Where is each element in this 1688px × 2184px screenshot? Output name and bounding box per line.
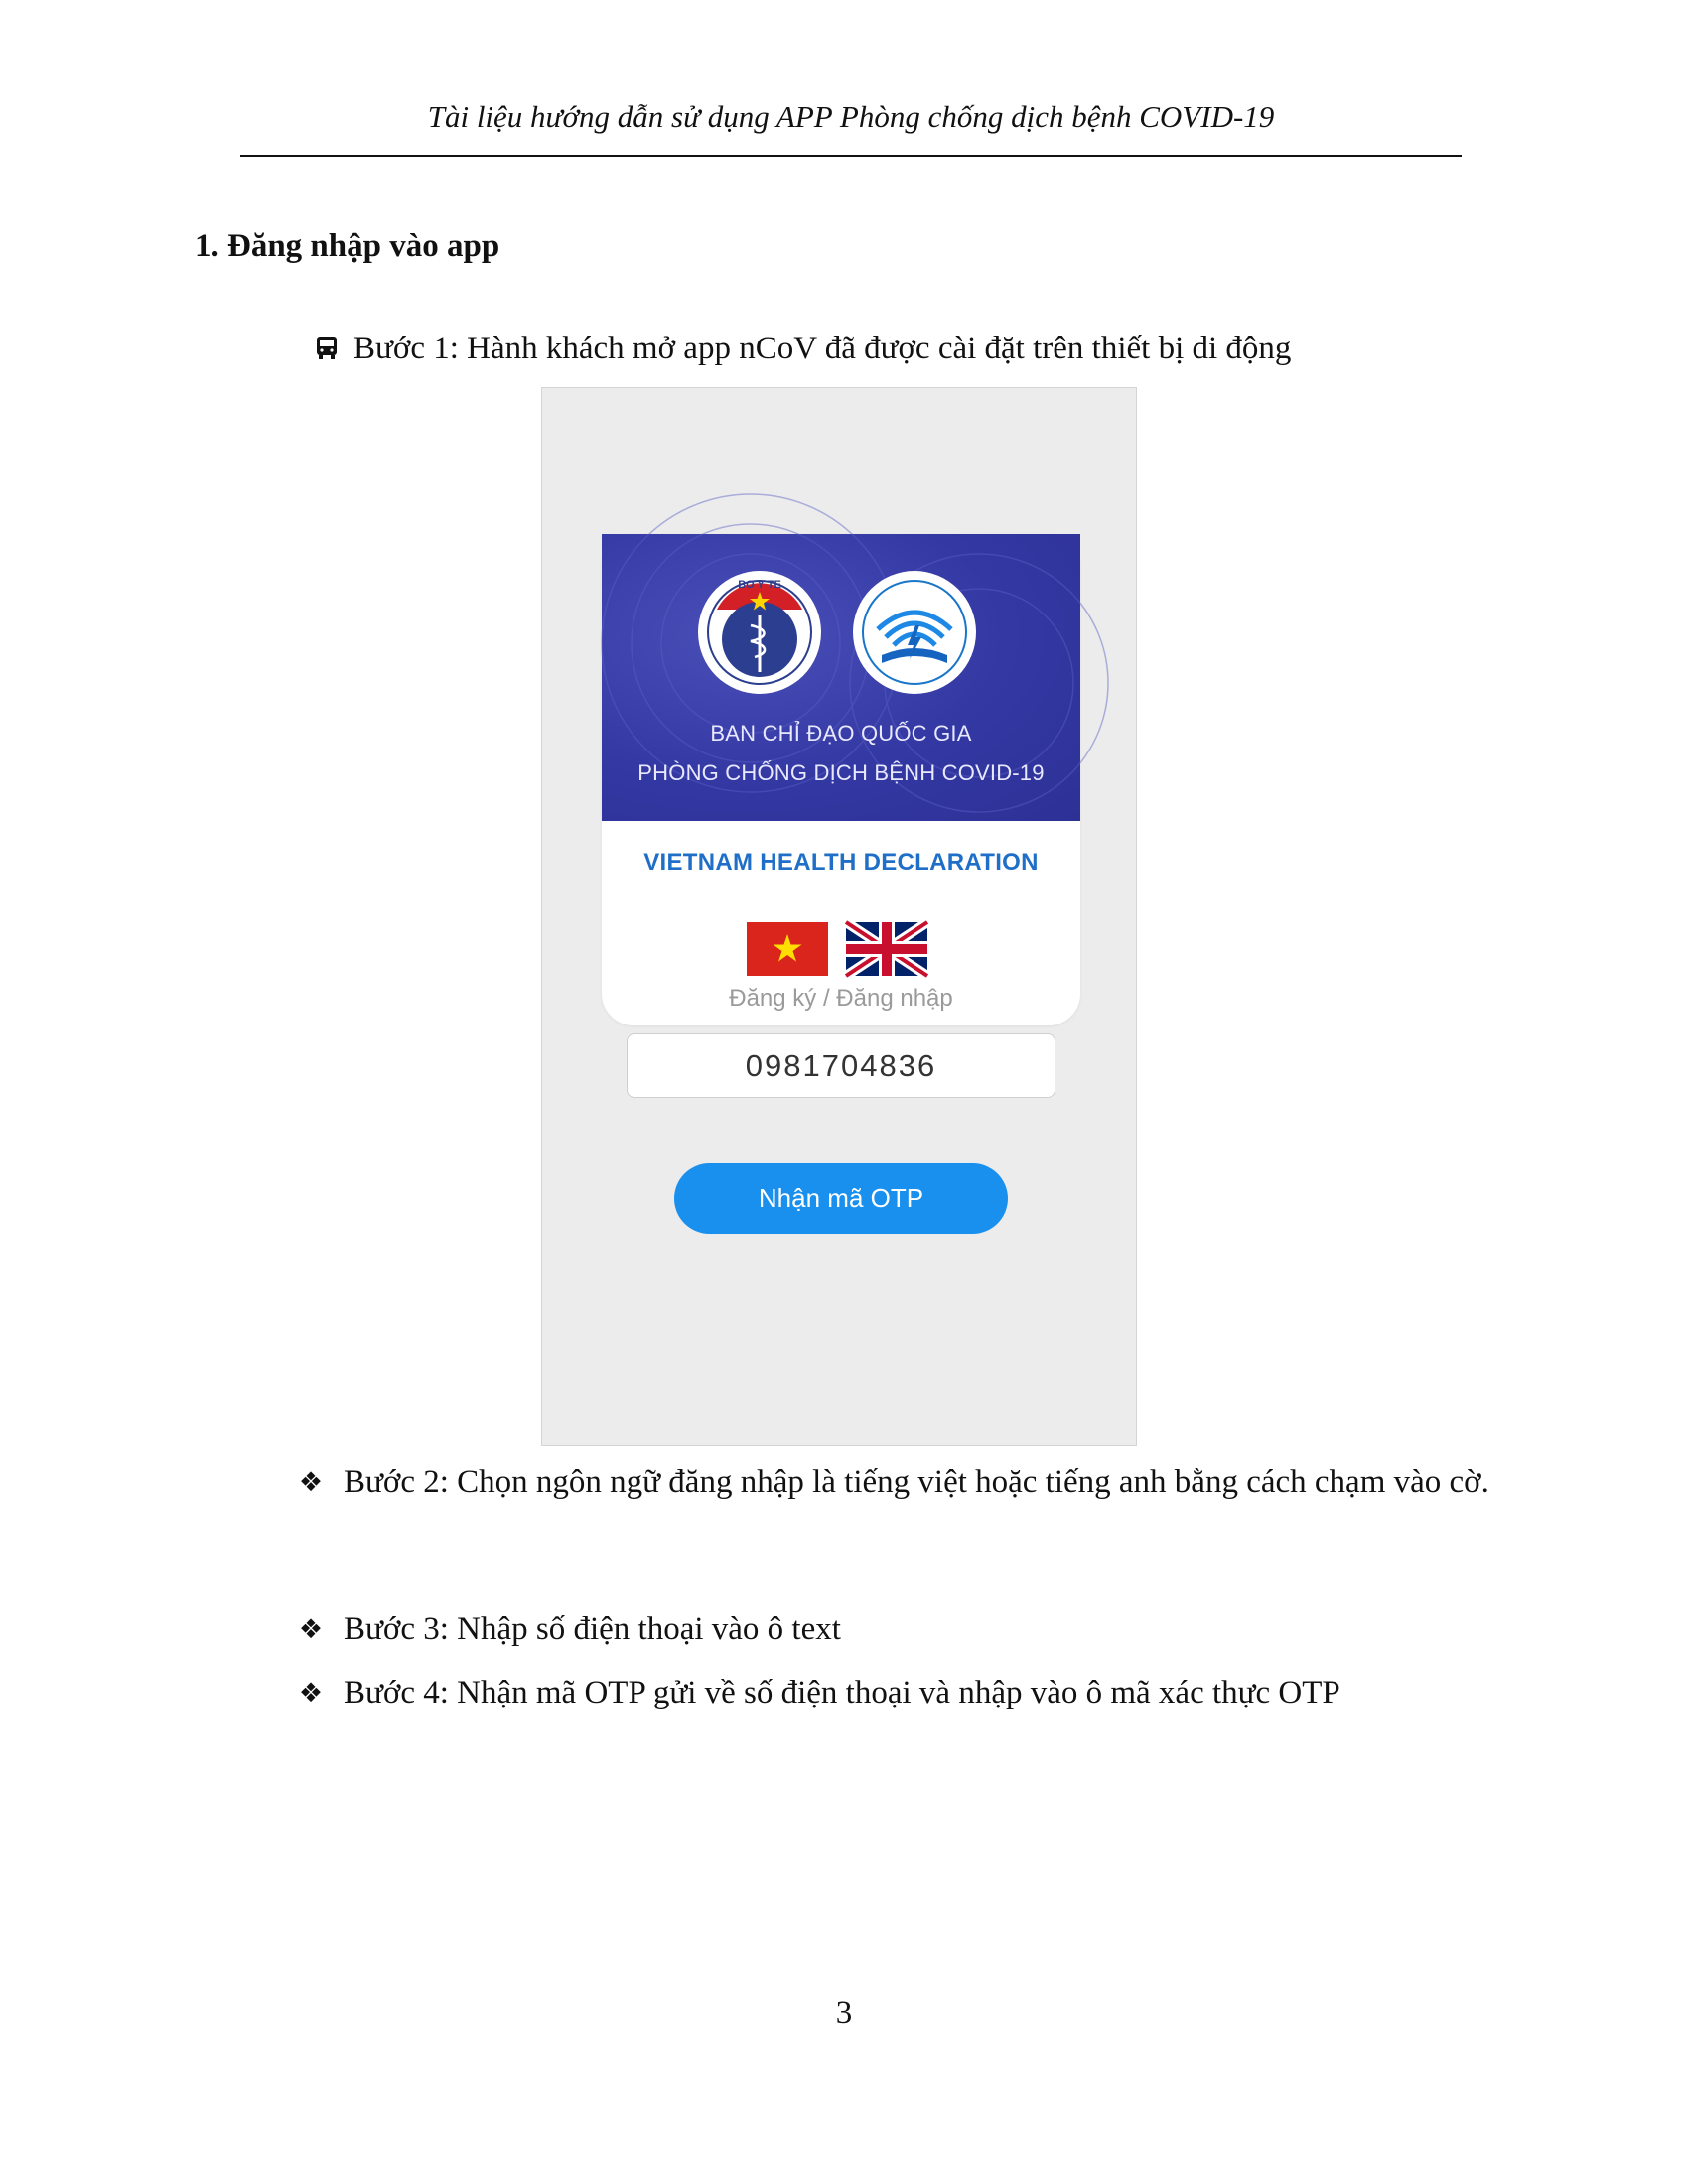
moh-logo-text: BO Y TE <box>738 579 781 591</box>
ministry-of-health-logo <box>695 568 824 697</box>
bullet-icon: ❖ <box>298 1467 324 1498</box>
page-number: 3 <box>835 1995 853 2031</box>
phone-number-input[interactable] <box>627 1033 1055 1098</box>
uk-flag-icon[interactable] <box>846 922 927 976</box>
declaration-title: VIETNAM HEALTH DECLARATION <box>643 849 1039 876</box>
step-1 <box>310 320 1291 378</box>
step-text: Bước 1: Hành khách mở app nCoV đã được cài đặt trên thiết bị di động <box>353 331 1292 366</box>
step-4 <box>294 1664 1340 1722</box>
step-text: Bước 3: Nhập số điện thoại vào ô text <box>344 1611 841 1647</box>
vietnam-flag-icon[interactable] <box>747 922 828 976</box>
get-otp-button[interactable]: Nhận mã OTP <box>674 1163 1008 1234</box>
section-title: 1. Đăng nhập vào app <box>195 228 500 264</box>
banner-line-2: PHÒNG CHỐNG DỊCH BỆNH COVID-19 <box>637 760 1045 785</box>
step-text: Bước 2: Chọn ngôn ngữ đăng nhập là tiếng việt hoặc tiếng anh bằng cách chạm vào cờ. <box>344 1464 1489 1500</box>
bus-icon <box>310 320 344 382</box>
ministry-of-information-logo <box>850 568 979 697</box>
bullet-icon: ❖ <box>298 1678 324 1708</box>
login-label: Đăng ký / Đăng nhập <box>729 985 953 1012</box>
bullet-icon: ❖ <box>298 1614 324 1645</box>
header-divider <box>240 155 1462 157</box>
step-text: Bước 4: Nhận mã OTP gửi về số điện thoại và nhập vào ô mã xác thực OTP <box>344 1675 1340 1710</box>
banner-line-1: BAN CHỈ ĐẠO QUỐC GIA <box>710 721 972 746</box>
step-3 <box>294 1600 841 1659</box>
step-2 <box>294 1453 1505 1512</box>
app-screenshot <box>541 387 1137 1446</box>
login-card <box>602 534 1080 1213</box>
page-header: Tài liệu hướng dẫn sử dụng APP Phòng chống dịch bệnh COVID-19 <box>427 99 1275 134</box>
app-banner <box>602 534 1080 821</box>
